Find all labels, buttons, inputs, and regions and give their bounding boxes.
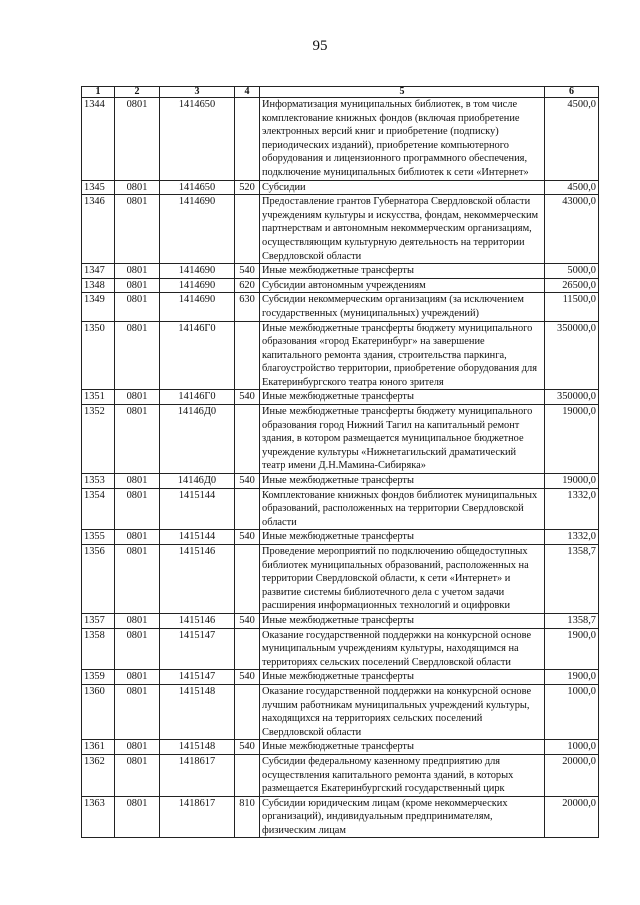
row-number-cell: 1344 xyxy=(82,98,115,181)
section-cell: 0801 xyxy=(115,405,160,474)
amount-cell: 19000,0 xyxy=(545,405,599,474)
article-cell: 14146Г0 xyxy=(160,390,235,405)
expense-type-cell xyxy=(235,195,260,264)
row-number-cell: 1350 xyxy=(82,321,115,390)
table-row xyxy=(82,530,599,545)
description-cell: Иные межбюджетные трансферты бюджету муниципального образования «город Екатеринбург» на завершение капитального ремонта здания, строительства паркинга, благоустройство территории, приобретение оборудования для Екатеринбургского театра юного зрителя xyxy=(260,321,545,390)
article-cell: 1414690 xyxy=(160,195,235,264)
row-number-cell: 1356 xyxy=(82,545,115,614)
description-cell: Субсидии xyxy=(260,180,545,195)
description-cell: Информатизация муниципальных библиотек, в том числе комплектование книжных фондов (включая приобретение электронных версий книг и приобретение (подписку) периодических изданий), приобретение компьютерного оборудования и лицензионного программного обеспечения, подключение муниципальных библиотек к сети «Интернет» xyxy=(260,98,545,181)
amount-cell: 20000,0 xyxy=(545,796,599,838)
article-cell: 1414690 xyxy=(160,264,235,279)
description-cell: Иные межбюджетные трансферты xyxy=(260,474,545,489)
article-cell: 1415146 xyxy=(160,613,235,628)
description-cell: Иные межбюджетные трансферты xyxy=(260,530,545,545)
header-cell: 2 xyxy=(115,87,160,98)
row-number-cell: 1347 xyxy=(82,264,115,279)
section-cell: 0801 xyxy=(115,754,160,796)
expense-type-cell: 540 xyxy=(235,740,260,755)
header-cell: 3 xyxy=(160,87,235,98)
description-cell: Субсидии автономным учреждениям xyxy=(260,278,545,293)
row-number-cell: 1358 xyxy=(82,628,115,670)
amount-cell: 19000,0 xyxy=(545,474,599,489)
row-number-cell: 1362 xyxy=(82,754,115,796)
section-cell: 0801 xyxy=(115,390,160,405)
expense-type-cell: 540 xyxy=(235,390,260,405)
article-cell: 14146Г0 xyxy=(160,321,235,390)
section-cell: 0801 xyxy=(115,796,160,838)
table-row xyxy=(82,628,599,670)
description-cell: Иные межбюджетные трансферты бюджету муниципального образования город Нижний Тагил на капитальный ремонт здания, в котором размещается муниципальное бюджетное учреждение культуры «Нижнетагильский драматический театр имени Д.Н.Мамина-Сибиряка» xyxy=(260,405,545,474)
row-number-cell: 1357 xyxy=(82,613,115,628)
description-cell: Иные межбюджетные трансферты xyxy=(260,613,545,628)
expense-type-cell: 620 xyxy=(235,278,260,293)
table-row xyxy=(82,405,599,474)
expense-type-cell: 540 xyxy=(235,530,260,545)
article-cell: 1414690 xyxy=(160,278,235,293)
expense-type-cell xyxy=(235,98,260,181)
expense-type-cell: 540 xyxy=(235,613,260,628)
amount-cell: 11500,0 xyxy=(545,293,599,321)
article-cell: 1415146 xyxy=(160,545,235,614)
section-cell: 0801 xyxy=(115,488,160,530)
amount-cell: 20000,0 xyxy=(545,754,599,796)
row-number-cell: 1353 xyxy=(82,474,115,489)
row-number-cell: 1359 xyxy=(82,670,115,685)
article-cell: 1414650 xyxy=(160,98,235,181)
table-row xyxy=(82,684,599,739)
article-cell: 1415148 xyxy=(160,684,235,739)
expense-type-cell: 630 xyxy=(235,293,260,321)
row-number-cell: 1351 xyxy=(82,390,115,405)
section-cell: 0801 xyxy=(115,684,160,739)
expense-type-cell: 540 xyxy=(235,264,260,279)
article-cell: 1418617 xyxy=(160,796,235,838)
section-cell: 0801 xyxy=(115,180,160,195)
expense-type-cell xyxy=(235,754,260,796)
amount-cell: 1900,0 xyxy=(545,670,599,685)
amount-cell: 5000,0 xyxy=(545,264,599,279)
row-number-cell: 1352 xyxy=(82,405,115,474)
table-row xyxy=(82,195,599,264)
article-cell: 14146Д0 xyxy=(160,474,235,489)
row-number-cell: 1361 xyxy=(82,740,115,755)
row-number-cell: 1355 xyxy=(82,530,115,545)
section-cell: 0801 xyxy=(115,474,160,489)
description-cell: Субсидии федеральному казенному предприятию для осуществления капитального ремонта зданий, в которых размещается Екатеринбургский государственный цирк xyxy=(260,754,545,796)
article-cell: 14146Д0 xyxy=(160,405,235,474)
description-cell: Проведение мероприятий по подключению общедоступных библиотек муниципальных образований, расположенных на территории Свердловской области, к сети «Интернет» и развитие системы библиотечного дела с учетом задачи расширения информационных технологий и оцифровки xyxy=(260,545,545,614)
description-cell: Иные межбюджетные трансферты xyxy=(260,740,545,755)
table-row xyxy=(82,488,599,530)
description-cell: Субсидии юридическим лицам (кроме некоммерческих организаций), индивидуальным предпринимателям, физическим лицам xyxy=(260,796,545,838)
header-cell: 4 xyxy=(235,87,260,98)
expense-type-cell xyxy=(235,545,260,614)
header-cell: 5 xyxy=(260,87,545,98)
amount-cell: 350000,0 xyxy=(545,321,599,390)
expense-type-cell: 810 xyxy=(235,796,260,838)
table-row xyxy=(82,545,599,614)
section-cell: 0801 xyxy=(115,628,160,670)
row-number-cell: 1346 xyxy=(82,195,115,264)
table-row xyxy=(82,321,599,390)
budget-table xyxy=(81,86,599,838)
expense-type-cell xyxy=(235,488,260,530)
row-number-cell: 1360 xyxy=(82,684,115,739)
section-cell: 0801 xyxy=(115,264,160,279)
row-number-cell: 1345 xyxy=(82,180,115,195)
article-cell: 1418617 xyxy=(160,754,235,796)
table-row xyxy=(82,796,599,838)
article-cell: 1414690 xyxy=(160,293,235,321)
expense-type-cell: 520 xyxy=(235,180,260,195)
amount-cell: 26500,0 xyxy=(545,278,599,293)
table-row xyxy=(82,670,599,685)
description-cell: Иные межбюджетные трансферты xyxy=(260,670,545,685)
article-cell: 1414650 xyxy=(160,180,235,195)
amount-cell: 1000,0 xyxy=(545,740,599,755)
table-row xyxy=(82,98,599,181)
section-cell: 0801 xyxy=(115,740,160,755)
page-number: 95 xyxy=(312,38,328,54)
table-row xyxy=(82,278,599,293)
row-number-cell: 1348 xyxy=(82,278,115,293)
amount-cell: 4500,0 xyxy=(545,98,599,181)
description-cell: Предоставление грантов Губернатора Свердловской области учреждениям культуры и искусства, фондам, некоммерческим партнерствам и автономным некоммерческим организациям, осуществляющим культурную деятельность на территории Свердловской области xyxy=(260,195,545,264)
table-row xyxy=(82,613,599,628)
amount-cell: 4500,0 xyxy=(545,180,599,195)
table-row xyxy=(82,180,599,195)
article-cell: 1415144 xyxy=(160,530,235,545)
section-cell: 0801 xyxy=(115,278,160,293)
article-cell: 1415148 xyxy=(160,740,235,755)
expense-type-cell xyxy=(235,405,260,474)
section-cell: 0801 xyxy=(115,670,160,685)
section-cell: 0801 xyxy=(115,98,160,181)
row-number-cell: 1363 xyxy=(82,796,115,838)
table-row xyxy=(82,740,599,755)
expense-type-cell: 540 xyxy=(235,670,260,685)
header-cell: 1 xyxy=(82,87,115,98)
row-number-cell: 1354 xyxy=(82,488,115,530)
amount-cell: 1332,0 xyxy=(545,530,599,545)
description-cell: Комплектование книжных фондов библиотек муниципальных образований, расположенных на территории Свердловской области xyxy=(260,488,545,530)
amount-cell: 43000,0 xyxy=(545,195,599,264)
table-row xyxy=(82,474,599,489)
article-cell: 1415147 xyxy=(160,628,235,670)
section-cell: 0801 xyxy=(115,195,160,264)
article-cell: 1415144 xyxy=(160,488,235,530)
description-cell: Оказание государственной поддержки на конкурсной основе лучшим работникам муниципальных учреждений культуры, находящихся на территориях сельских поселений Свердловской области xyxy=(260,684,545,739)
section-cell: 0801 xyxy=(115,613,160,628)
header-cell: 6 xyxy=(545,87,599,98)
row-number-cell: 1349 xyxy=(82,293,115,321)
section-cell: 0801 xyxy=(115,545,160,614)
section-cell: 0801 xyxy=(115,530,160,545)
table-row xyxy=(82,754,599,796)
table-header-row xyxy=(82,87,599,98)
expense-type-cell xyxy=(235,321,260,390)
table-row xyxy=(82,390,599,405)
article-cell: 1415147 xyxy=(160,670,235,685)
section-cell: 0801 xyxy=(115,293,160,321)
description-cell: Оказание государственной поддержки на конкурсной основе муниципальным учреждениям культуры, находящимся на территориях сельских поселений Свердловской области xyxy=(260,628,545,670)
expense-type-cell xyxy=(235,628,260,670)
amount-cell: 1358,7 xyxy=(545,545,599,614)
description-cell: Иные межбюджетные трансферты xyxy=(260,390,545,405)
amount-cell: 1000,0 xyxy=(545,684,599,739)
description-cell: Иные межбюджетные трансферты xyxy=(260,264,545,279)
table-row xyxy=(82,264,599,279)
amount-cell: 1358,7 xyxy=(545,613,599,628)
amount-cell: 1332,0 xyxy=(545,488,599,530)
amount-cell: 1900,0 xyxy=(545,628,599,670)
description-cell: Субсидии некоммерческим организациям (за исключением государственных (муниципальных) учреждений) xyxy=(260,293,545,321)
expense-type-cell xyxy=(235,684,260,739)
table-body xyxy=(82,98,599,838)
expense-type-cell: 540 xyxy=(235,474,260,489)
table-row xyxy=(82,293,599,321)
section-cell: 0801 xyxy=(115,321,160,390)
amount-cell: 350000,0 xyxy=(545,390,599,405)
